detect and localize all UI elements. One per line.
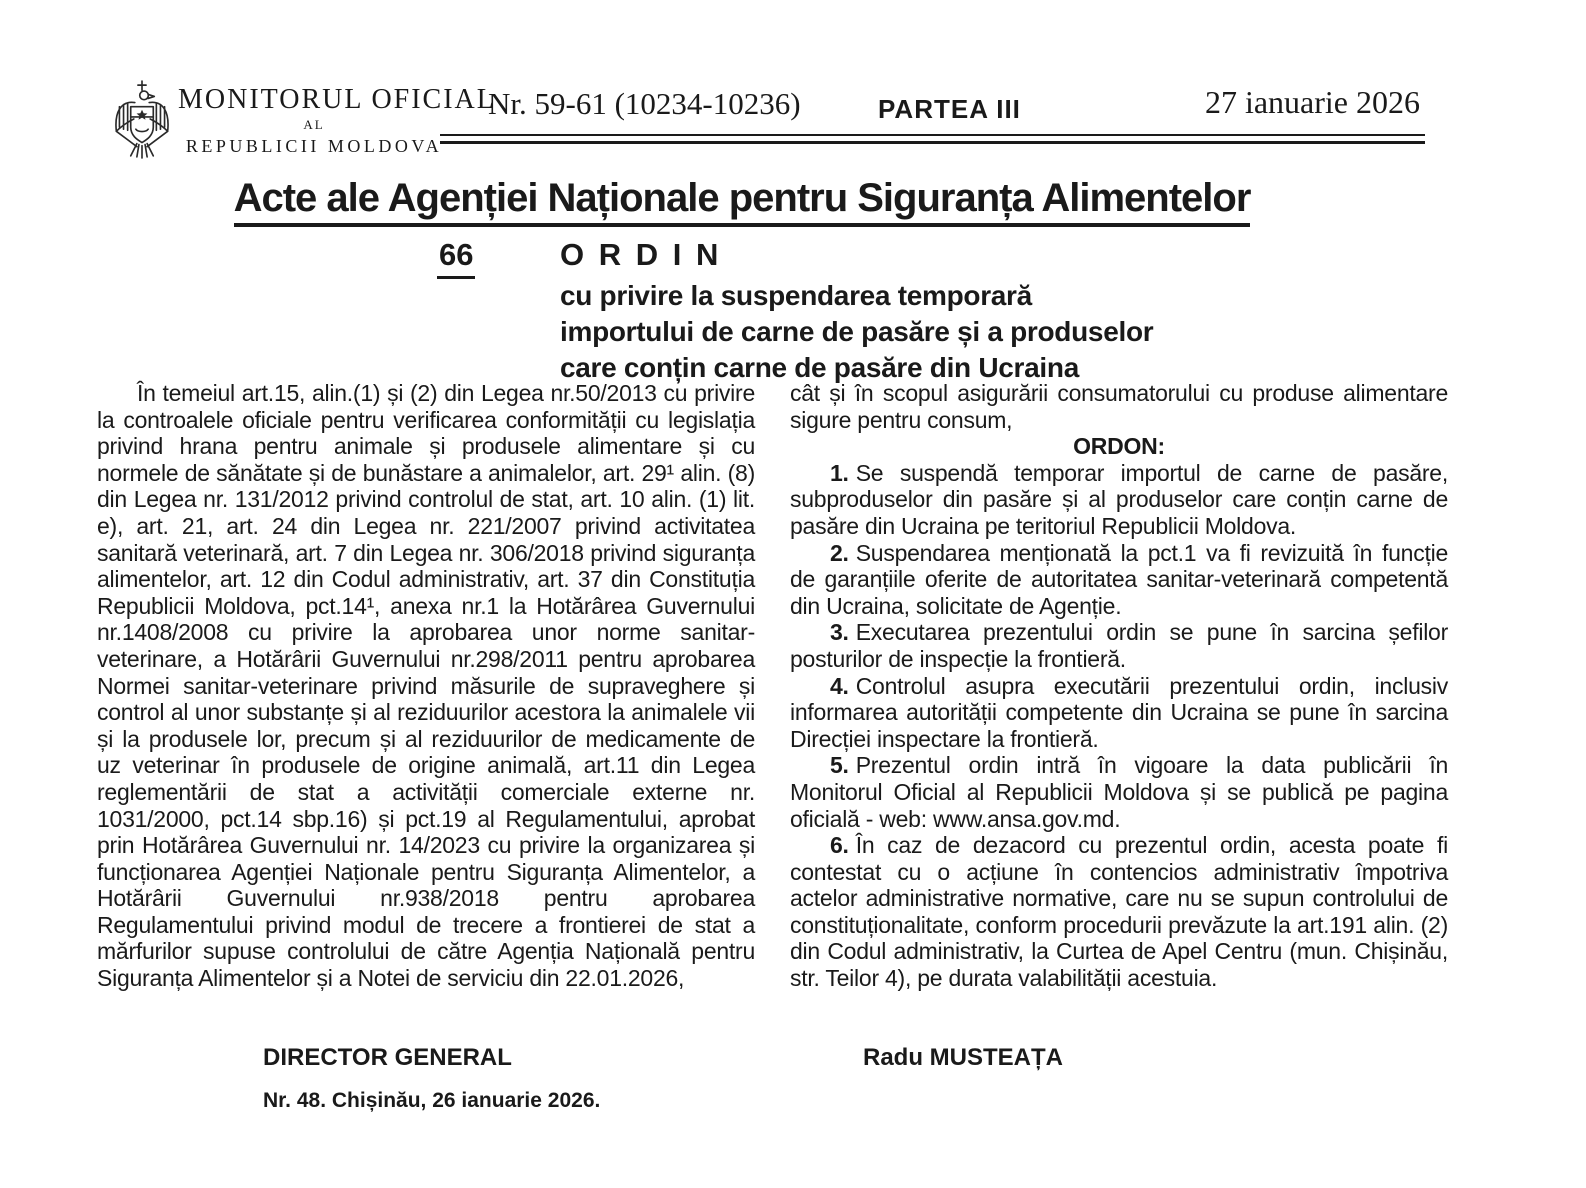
brand-subtitle: REPUBLICII MOLDOVA — [185, 136, 443, 156]
brand-al: AL — [303, 117, 325, 132]
issue-number: Nr. 59-61 (10234-10236) — [488, 86, 801, 121]
order-item-text: Controlul asupra executării prezentului ordin, inclusiv informarea autorității competente din Ucraina se pune în sarcina Direcției inspectare la frontieră. — [790, 672, 1448, 752]
issue-date: 27 ianuarie 2026 — [1204, 84, 1420, 120]
section-title-row — [97, 176, 1387, 227]
order-heading: O R D I N — [560, 237, 722, 272]
signature-role: DIRECTOR GENERAL — [263, 1044, 512, 1071]
body-right-column — [790, 380, 1448, 992]
order-item-number: 5. — [830, 752, 849, 779]
preamble-paragraph: În temeiul art.15, alin.(1) și (2) din Legea nr.50/2013 cu privire la controalele oficiale pentru verificarea conformității cu legislația privind hrana pentru animale și produsele alimentare și cu normele de sănătate și de bunăstare a animalelor, art. 29¹ alin. (8) din Legea nr. 131/2012 privind controlul de stat, art. 10 alin. (1) lit. e), art. 21, art. 24 din Legea nr. 221/2007 privind activitatea sanitară veterinară, art. 7 din Legea nr. 306/2018 privind siguranța alimentelor, art. 12 din Codul administrativ, art. 37 din Constituția Republicii Moldova, pct.14¹, anexa nr.1 la Hotărârea Guvernului nr.1408/2008 cu privire la aprobarea unor norme sanitar-veterinare, a Hotărârii Guvernului nr.298/2011 pentru aprobarea Normei sanitar-veterinare privind măsurile de supraveghere și control al unor substanțe și al reziduurilor acestora la animalele vii și la produsele lor, precum și al reziduurilor de medicamente de uz veterinar în produsele de origine animală, art.11 din Legea reglementării de stat a activității comerciale externe nr. 1031/2000, pct.14 sbp.16) și pct.19 al Regulamentului, aprobat prin Hotărârea Guvernului nr. 14/2023 cu privire la organizarea și funcționarea Agenției Naționale pentru Siguranța Alimentelor, a Hotărârii Guvernului nr.938/2018 pentru aprobarea Regulamentului privind modul de trecere a frontierei de stat a mărfurilor supuse controlului de către Agenția Națională pentru Siguranța Alimentelor și a Notei de serviciu din 22.01.2026, — [97, 380, 755, 992]
section-title: Acte ale Agenției Naționale pentru Siguranța Alimentelor — [234, 176, 1251, 227]
order-item-number: 1. — [830, 459, 849, 486]
body-columns — [97, 380, 1448, 992]
issuance-note: Nr. 48. Chișinău, 26 ianuarie 2026. — [263, 1089, 601, 1112]
signature-name: Radu MUSTEAȚA — [863, 1044, 1063, 1071]
part-label: PARTEA III — [878, 94, 1021, 124]
order-item — [790, 540, 1448, 620]
order-item — [790, 832, 1448, 992]
order-item — [790, 752, 1448, 832]
order-item — [790, 460, 1448, 540]
order-item — [790, 673, 1448, 753]
order-item-number: 2. — [830, 539, 849, 566]
order-item-text: Se suspendă temporar importul de carne de pasăre, subproduselor din pasăre și al produselor care conțin carne de pasăre din Ucraina pe teritoriul Republicii Moldova. — [790, 459, 1448, 539]
order-item-number: 4. — [830, 672, 849, 699]
order-item-text: Executarea prezentului ordin se pune în sarcina șefilor posturilor de inspecție la frontieră. — [790, 619, 1448, 672]
order-subtitle — [560, 278, 1153, 386]
order-item-number: 3. — [830, 619, 849, 646]
ordon-heading: ORDON: — [1073, 433, 1165, 460]
masthead-double-rule — [440, 134, 1425, 144]
order-subtitle-line: care conțin carne de pasăre din Ucraina — [560, 352, 1079, 383]
order-subtitle-line: cu privire la suspendarea temporară — [560, 280, 1032, 311]
coat-of-arms-icon — [106, 80, 178, 160]
brand-title: MONITORUL OFICIAL — [178, 84, 496, 115]
order-item — [790, 619, 1448, 672]
order-subtitle-line: importului de carne de pasăre și a produselor — [560, 316, 1154, 347]
order-heading-block — [560, 237, 1153, 386]
preamble-continuation: cât și în scopul asigurării consumatorului cu produse alimentare sigure pentru consum, — [790, 380, 1448, 433]
body-left-column — [97, 380, 755, 992]
act-number: 66 — [437, 237, 475, 279]
order-item-number: 6. — [830, 832, 849, 859]
brand-block — [178, 84, 496, 157]
order-item-text: Suspendarea menționată la pct.1 va fi revizuită în funcție de garanțiile oferite de autoritatea sanitar-veterinară competentă din Ucraina, solicitate de Agenție. — [790, 539, 1448, 619]
order-item-text: În caz de dezacord cu prezentul ordin, acesta poate fi contestat cu o acțiune în contencios administrativ împotriva actelor administrative normative, care nu se supun controlului de constituționalitate, conform procedurii prevăzute la art.191 alin. (2) din Codul administrativ, la Curtea de Apel Centru (mun. Chișinău, str. Teilor 4), pe durata valabilității acestuia. — [790, 832, 1448, 992]
order-item-text: Prezentul ordin intră în vigoare la data publicării în Monitorul Oficial al Republicii Moldova și se publică pe pagina oficială - web: www.ansa.gov.md. — [790, 752, 1448, 832]
